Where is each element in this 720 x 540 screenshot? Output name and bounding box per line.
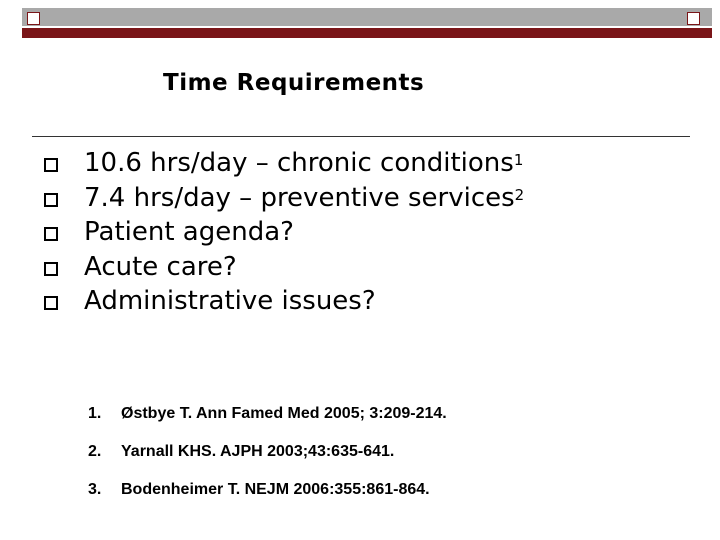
reference-number: 1. xyxy=(88,405,102,422)
footnote-marker: 1 xyxy=(513,151,524,169)
square-bullet-icon xyxy=(44,193,58,207)
corner-square-left xyxy=(27,12,40,25)
corner-square-right xyxy=(687,12,700,25)
reference-text: Yarnall KHS. AJPH 2003;43:635-641. xyxy=(121,443,395,460)
reference-text: Østbye T. Ann Famed Med 2005; 3:209-214. xyxy=(121,405,447,422)
reference-text: Bodenheimer T. NEJM 2006:355:861-864. xyxy=(121,481,430,498)
square-bullet-icon xyxy=(44,296,58,310)
band-upper-gray xyxy=(22,8,712,26)
square-bullet-icon xyxy=(44,158,58,172)
bullet-text: Patient agenda? xyxy=(84,217,294,247)
top-decorative-band xyxy=(22,8,712,38)
bullet-text: Administrative issues? xyxy=(84,286,376,316)
bullet-text: 10.6 hrs/day – chronic conditions$^1$ xyxy=(84,148,524,178)
square-bullet-icon xyxy=(44,227,58,241)
reference-number: 3. xyxy=(88,481,102,498)
slide-title: Time Requirements xyxy=(163,70,425,96)
title-divider xyxy=(32,136,690,137)
band-lower-maroon xyxy=(22,28,712,38)
square-bullet-icon xyxy=(44,262,58,276)
bullet-text: 7.4 hrs/day – preventive services$^2$ xyxy=(84,182,525,213)
reference-number: 2. xyxy=(88,443,102,460)
bullet-text: Acute care? xyxy=(84,251,237,282)
footnote-marker: 2 xyxy=(514,185,525,204)
